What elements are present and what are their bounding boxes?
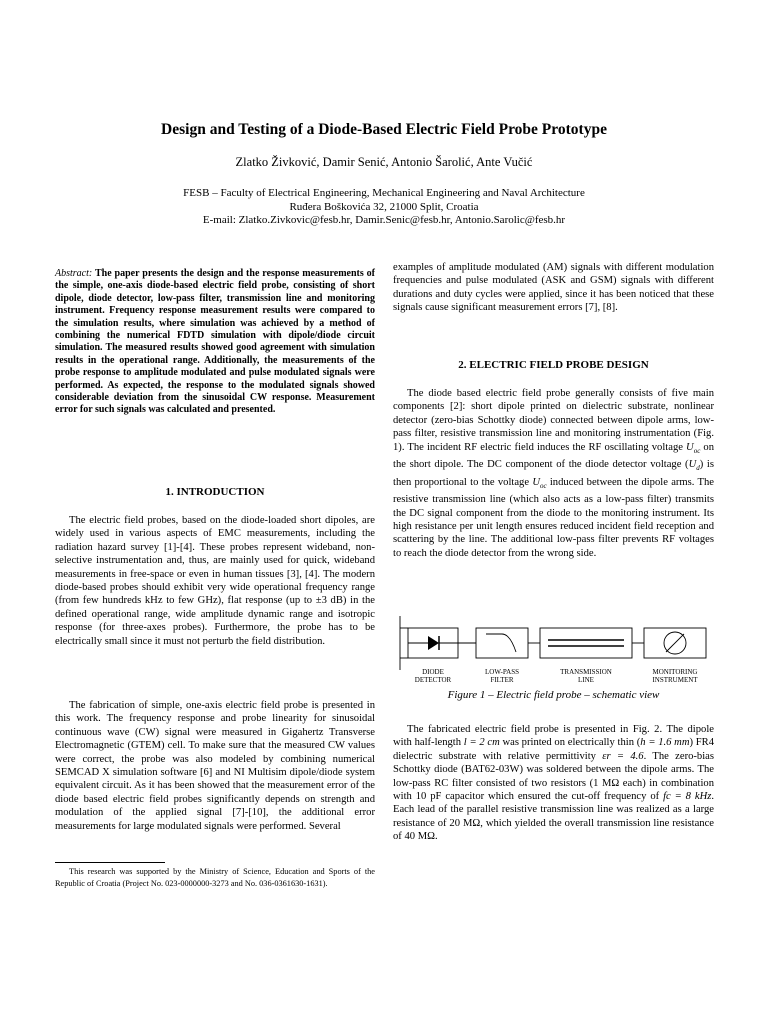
math-var: U — [686, 441, 694, 453]
text-run: . Each lead of the parallel resistive transmission line was realized as a large resistance of 20 MΩ, which yielded the overall transmission line resistance of 40 MΩ. — [393, 791, 714, 843]
label-detector: DETECTOR — [414, 676, 452, 684]
label-line: LINE — [578, 676, 594, 684]
abstract-label: Abstract: — [55, 268, 93, 279]
diode-symbol-icon — [428, 636, 439, 650]
intro-paragraph-1: The electric field probes, based on the diode-loaded short dipoles, are widely used in various aspects of EMC measurements, including the radiation hazard survey [1]-[4]. These probes represent wideband, non-selective instrumentation and, thus, are mainly used for quick, wideband measurements in free-space or even in human tissues [3], [4]. The modern diode-based probes should exhibit very wide operational frequency range (from few hundreds kHz to few GHz), flat response (up to ±3 dB) in the defined operational range, wide amplitude dynamic range and isotropic response (for three-axes probes). Furthermore, the probe has to be electrically small since it must not perturb the field distribution. — [55, 515, 375, 647]
figure-1-schematic — [398, 612, 714, 692]
math-sub: oc — [539, 481, 547, 490]
design-paragraph-2 — [393, 723, 714, 844]
text-run: The diode based electric field probe generally consists of five main components [2]: short dipole printed on dielectric substrate, nonlinear detector (zero-bias Schottky diode) connected between dipole arms, low-pass filter, resistive transmission line and monitoring instrumentation (Fig. 1). The incident RF electric field induces the RF oscillating voltage — [393, 388, 714, 453]
text-run: induced between the dipole arms. The resistive transmission line (which also acts as a low-pass filter) transmits the DC signal component from the diode to the monitoring instrument. Its high resistance per unit length ensures reduced incident field reception and scattering by the line. The additional low-pass filter prevents RF voltages to reach the diode detector from the wrong side. — [393, 476, 714, 559]
affiliation-email: E-mail: Zlatko.Zivkovic@fesb.hr, Damir.Senic@fesb.hr, Antonio.Sarolic@fesb.hr — [202, 214, 566, 226]
abstract — [55, 268, 375, 417]
section-heading-probe-design: 2. ELECTRIC FIELD PROBE DESIGN — [458, 359, 649, 371]
math-eq: fc = 8 kHz — [663, 791, 712, 803]
math-eq: εr = 4.6 — [602, 750, 644, 762]
footnote-divider — [55, 862, 165, 863]
label-transmission: TRANSMISSION — [560, 668, 612, 676]
text-run: . The zero-bias Schottky diode (BAT62-03W) was soldered between the dipole arms. The low-pass RC filter consisted of two resistors (1 MΩ each) in combination with 10 pF capacitor which ensured the cut-off frequency of — [393, 750, 714, 803]
text-run: on the short dipole. The DC component of the diode detector voltage ( — [393, 441, 715, 471]
low-pass-curve — [486, 634, 516, 652]
affiliation-block — [40, 187, 728, 228]
label-monitoring: MONITORING — [652, 668, 698, 676]
label-instrument: INSTRUMENT — [652, 676, 698, 684]
footnote: This research was supported by the Ministry of Science, Education and Sports of the Republic of Croatia (Project No. 023-0000000-3273 and No. 036-0361630-1631). — [55, 867, 375, 888]
label-diode: DIODE — [422, 668, 444, 676]
label-filter: FILTER — [490, 676, 514, 684]
math-eq: l = 2 cm — [463, 737, 500, 749]
design-paragraph-1 — [393, 387, 714, 560]
author-list: Zlatko Živković, Damir Senić, Antonio Šarolić, Ante Vučić — [235, 155, 533, 169]
text-run: ) FR4 dielectric substrate with relative permittivity — [393, 737, 715, 762]
math-var: U — [688, 459, 697, 471]
intro-paragraph-2: The fabrication of simple, one-axis electric field probe is presented in this work. The frequency response and probe linearity for sinusoidal continuous wave (CW) signal were measured in Gigahertz Transverse Electromagnetic (GTEM) cell. To make sure that the measured CW values were correct, the probe was also modeled by combining numerical SEMCAD X simulation software [6] and NI Multisim dipole/diode system equivalent circuit. As it has been showed that the measurement error of the diode based electric field probes significantly depends on strength and modulation of the applied signal [7]-[10], the additional error measurements for large modulated signals were performed. Several — [55, 700, 375, 832]
math-sub: d — [696, 464, 700, 473]
meter-needle — [666, 634, 684, 652]
math-sub: oc — [693, 446, 701, 455]
section-heading-introduction: 1. INTRODUCTION — [165, 486, 265, 498]
text-run: ) is then proportional to the voltage — [393, 459, 714, 488]
low-pass-filter-box — [476, 628, 528, 658]
abstract-text: The paper presents the design and the response measurements of the simple, one-axis diode-based electric field probe, consisting of short dipole, diode detector, low-pass filter, transmission line and monitoring instrument. Frequency response measurement results were compared to the simulation results, where simulation was achieved by a method of combining the numerical FDTD simulation with dipole/diode circuit simulation. The measured results showed good agreement with simulation results in the operational range. Additionally, the measurements of the probe response to amplitude modulated and pulse modulated signals were performed. As expected, the response to the modulated signals showed considerable deviation from the sinusoidal CW response. Measurement error for such signals was calculated and presented. — [55, 268, 375, 416]
transmission-line-box — [540, 628, 632, 658]
label-lowpass: LOW-PASS — [485, 668, 519, 676]
figure-1-caption: Figure 1 – Electric field probe – schematic view — [447, 689, 660, 701]
affiliation-address: Ruđera Boškovića 32, 21000 Split, Croatia — [289, 200, 479, 213]
paper-title: Design and Testing of a Diode-Based Electric Field Probe Prototype — [161, 121, 607, 138]
right-column-continuation: examples of amplitude modulated (AM) signals with different modulation frequencies and pulse modulated (ASK and GSM) signals with different durations and duty cycles were applied, since it has been noticed that these signals cause significant measurement errors [7], [8]. — [393, 262, 714, 314]
text-run: The fabricated electric field probe is presented in Fig. 2. The dipole with half-length — [393, 724, 714, 749]
affiliation-line: FESB – Faculty of Electrical Engineering, Mechanical Engineering and Naval Architecture — [183, 187, 585, 199]
math-var: U — [532, 476, 540, 488]
math-eq: h = 1.6 mm — [640, 737, 690, 749]
text-run: was printed on electrically thin ( — [499, 737, 641, 749]
